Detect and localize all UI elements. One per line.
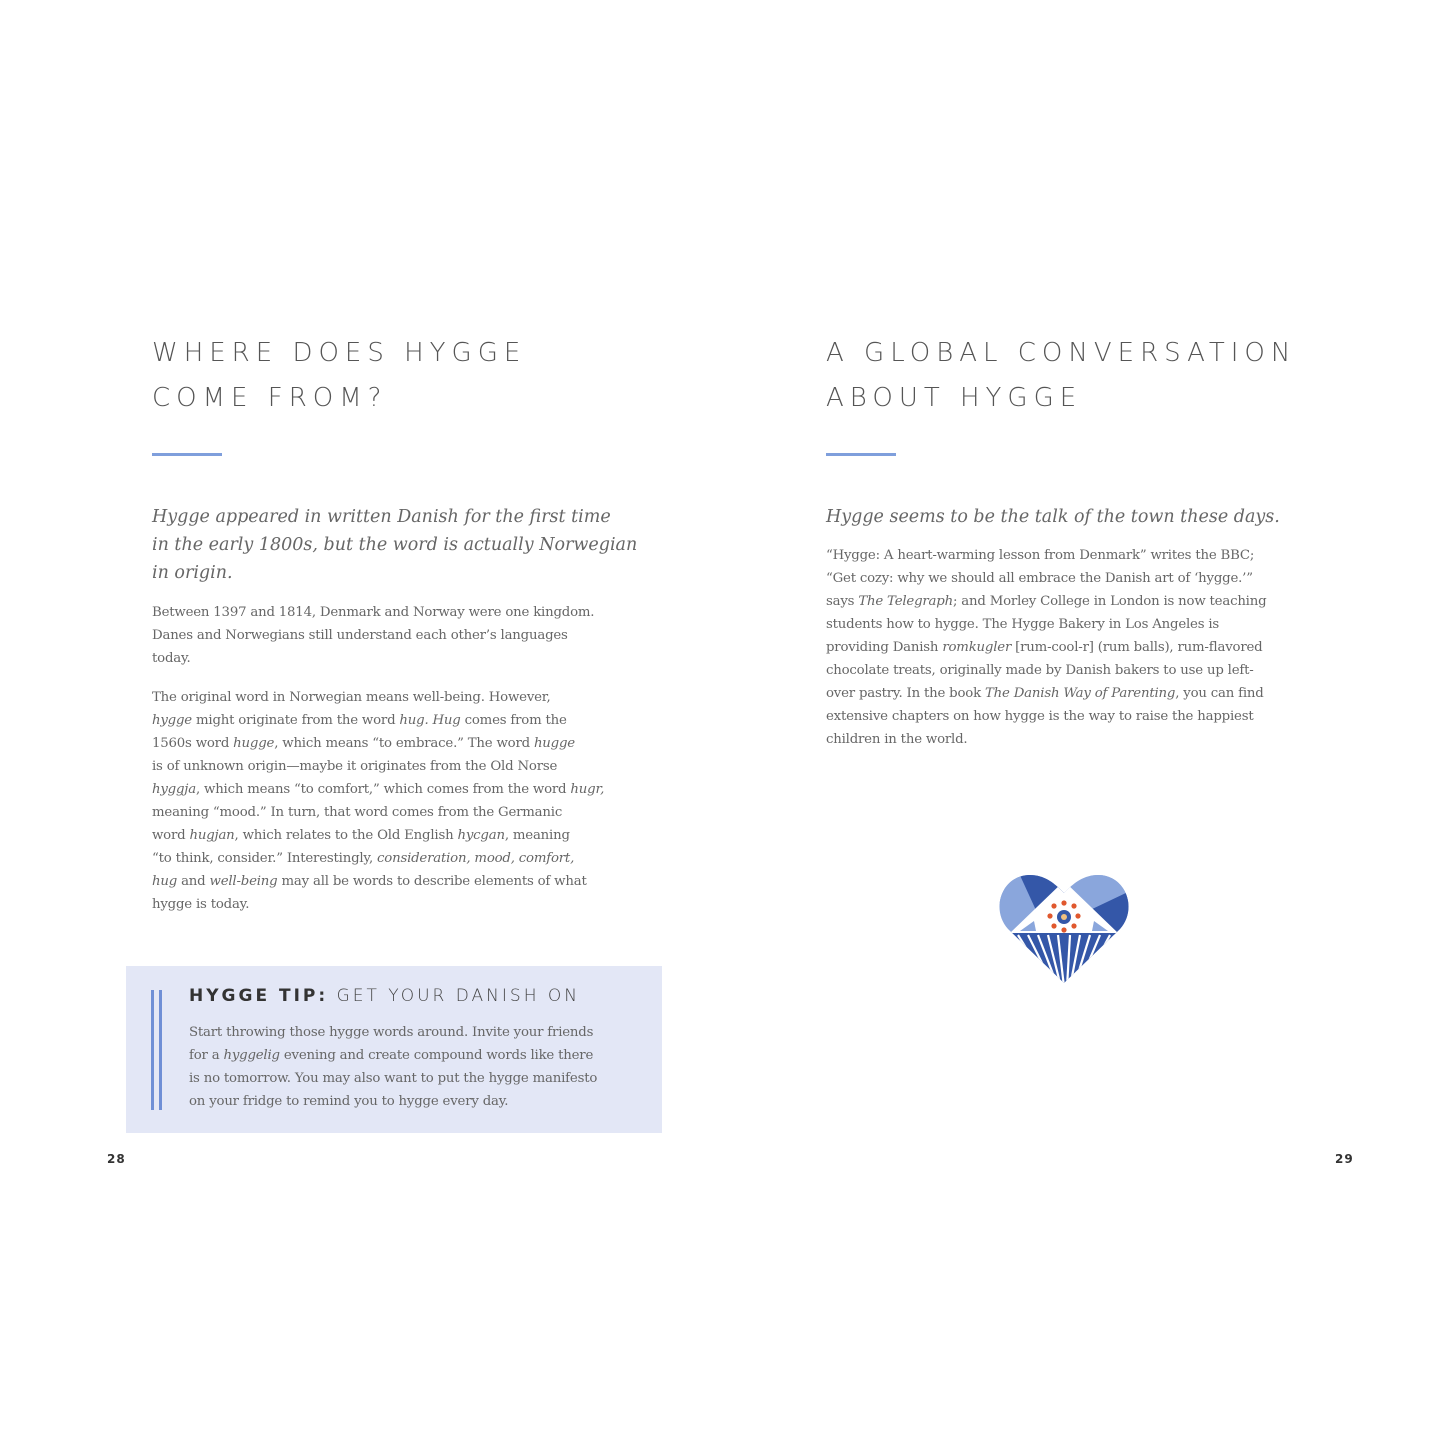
text: for a bbox=[189, 1048, 224, 1063]
accent-rule bbox=[152, 453, 222, 456]
text-line bbox=[826, 728, 1266, 751]
text: may all be words to describe elements of what bbox=[277, 874, 587, 889]
text: chocolate treats, originally made by Danish bakers to use up left- bbox=[826, 663, 1254, 678]
tip-title: GET YOUR DANISH ON bbox=[336, 986, 580, 1006]
accent-rule bbox=[826, 453, 896, 456]
text: comes from the bbox=[460, 713, 567, 728]
text: over pastry. In the book bbox=[826, 686, 985, 701]
text-line bbox=[152, 893, 604, 916]
italic-text: romkugler bbox=[942, 640, 1012, 655]
text-line bbox=[152, 801, 604, 824]
italic-text: The Danish Way of Parenting bbox=[984, 686, 1176, 701]
tip-label: HYGGE TIP: bbox=[189, 986, 329, 1006]
italic-text: hugge bbox=[533, 736, 575, 751]
italic-text: hycgan bbox=[457, 828, 505, 843]
italic-text: hugr, bbox=[570, 782, 605, 797]
text: hygge is today. bbox=[152, 897, 250, 912]
text-line bbox=[189, 1044, 597, 1067]
title-line: COME FROM? bbox=[152, 383, 388, 413]
text-line bbox=[152, 686, 604, 709]
right-page-title bbox=[826, 331, 1296, 421]
text: Between 1397 and 1814, Denmark and Norway were one kingdom. bbox=[152, 605, 595, 620]
italic-text: The Telegraph bbox=[858, 594, 953, 609]
text: Start throwing those hygge words around. Invite your friends bbox=[189, 1025, 594, 1040]
text-line bbox=[826, 636, 1266, 659]
text: ; and Morley College in London is now teaching bbox=[952, 594, 1267, 609]
tip-bar bbox=[159, 990, 162, 1110]
text: says bbox=[826, 594, 859, 609]
title-line: WHERE DOES HYGGE bbox=[152, 338, 527, 368]
left-paragraph-2 bbox=[152, 686, 604, 916]
heart-illustration-icon bbox=[998, 871, 1130, 987]
text: “to think, consider.” Interestingly, bbox=[152, 851, 378, 866]
text: extensive chapters on how hygge is the way to raise the happiest bbox=[826, 709, 1254, 724]
text: , which means “to comfort,” which comes from the word bbox=[195, 782, 571, 797]
italic-text: hyggja bbox=[152, 782, 196, 797]
text: “Hygge: A heart-warming lesson from Denmark” writes the BBC; bbox=[826, 548, 1255, 563]
italic-text: hygge bbox=[152, 713, 192, 728]
text-line bbox=[152, 755, 604, 778]
text-line bbox=[826, 544, 1266, 567]
text-line bbox=[152, 647, 594, 670]
text-line bbox=[152, 601, 594, 624]
text: meaning “mood.” In turn, that word comes from the Germanic bbox=[152, 805, 563, 820]
page-number: 28 bbox=[107, 1152, 126, 1166]
text: [rum-cool-r] (rum balls), rum-flavored bbox=[1011, 640, 1263, 655]
text: word bbox=[152, 828, 190, 843]
italic-text: hugjan bbox=[189, 828, 235, 843]
right-lead bbox=[826, 503, 1280, 531]
italic-text: consideration, mood, comfort, bbox=[377, 851, 575, 866]
italic-text: hug. Hug bbox=[399, 713, 461, 728]
text: children in the world. bbox=[826, 732, 968, 747]
text-line bbox=[826, 659, 1266, 682]
text: might originate from the word bbox=[191, 713, 400, 728]
text-line bbox=[152, 531, 637, 559]
text-line bbox=[152, 732, 604, 755]
text: in origin. bbox=[152, 563, 233, 583]
text: , which means “to embrace.” The word bbox=[274, 736, 534, 751]
left-paragraph-1 bbox=[152, 601, 594, 670]
text-line bbox=[152, 559, 637, 587]
text-line bbox=[826, 503, 1280, 531]
italic-text: well-being bbox=[209, 874, 278, 889]
text: , meaning bbox=[504, 828, 570, 843]
title-line: ABOUT HYGGE bbox=[826, 383, 1083, 413]
text: 1560s word bbox=[152, 736, 234, 751]
text-line bbox=[152, 503, 637, 531]
text: providing Danish bbox=[826, 640, 943, 655]
text-line bbox=[152, 778, 604, 801]
title-line: A GLOBAL CONVERSATION bbox=[826, 338, 1297, 368]
italic-text: hugge bbox=[233, 736, 275, 751]
text-line bbox=[826, 567, 1266, 590]
text: on your fridge to remind you to hygge every day. bbox=[189, 1094, 509, 1109]
text-line bbox=[826, 613, 1266, 636]
text: The original word in Norwegian means well-being. However, bbox=[152, 690, 551, 705]
text-line bbox=[826, 590, 1266, 613]
hygge-tip-box bbox=[126, 966, 662, 1133]
left-lead bbox=[152, 503, 637, 587]
text-line bbox=[152, 847, 604, 870]
text: students how to hygge. The Hygge Bakery in Los Angeles is bbox=[826, 617, 1220, 632]
tip-bar bbox=[151, 990, 154, 1110]
tip-body bbox=[189, 1021, 597, 1113]
italic-text: hug bbox=[152, 874, 178, 889]
page-number: 29 bbox=[1335, 1152, 1354, 1166]
text: is of unknown origin—maybe it originates from the Old Norse bbox=[152, 759, 558, 774]
text-line bbox=[152, 624, 594, 647]
text: in the early 1800s, but the word is actually Norwegian bbox=[152, 535, 638, 555]
text: today. bbox=[152, 651, 191, 666]
text: evening and create compound words like there bbox=[279, 1048, 594, 1063]
text-line bbox=[189, 1021, 597, 1044]
tip-heading bbox=[189, 986, 580, 1006]
text-line bbox=[152, 870, 604, 893]
text: “Get cozy: why we should all embrace the Danish art of ‘hygge.’” bbox=[826, 571, 1253, 586]
text-line bbox=[189, 1067, 597, 1090]
text: Danes and Norwegians still understand each other’s languages bbox=[152, 628, 568, 643]
text: , you can find bbox=[1175, 686, 1264, 701]
text: and bbox=[177, 874, 210, 889]
text-line bbox=[826, 682, 1266, 705]
text: , which relates to the Old English bbox=[234, 828, 458, 843]
text: Hygge appeared in written Danish for the first time bbox=[152, 507, 611, 527]
left-page-title bbox=[152, 331, 526, 421]
text-line bbox=[826, 705, 1266, 728]
right-paragraph-1 bbox=[826, 544, 1266, 751]
text: Hygge seems to be the talk of the town these days. bbox=[826, 507, 1280, 527]
text-line bbox=[152, 709, 604, 732]
text-line bbox=[152, 824, 604, 847]
italic-text: hyggelig bbox=[223, 1048, 280, 1063]
text-line bbox=[189, 1090, 597, 1113]
text: is no tomorrow. You may also want to put the hygge manifesto bbox=[189, 1071, 598, 1086]
